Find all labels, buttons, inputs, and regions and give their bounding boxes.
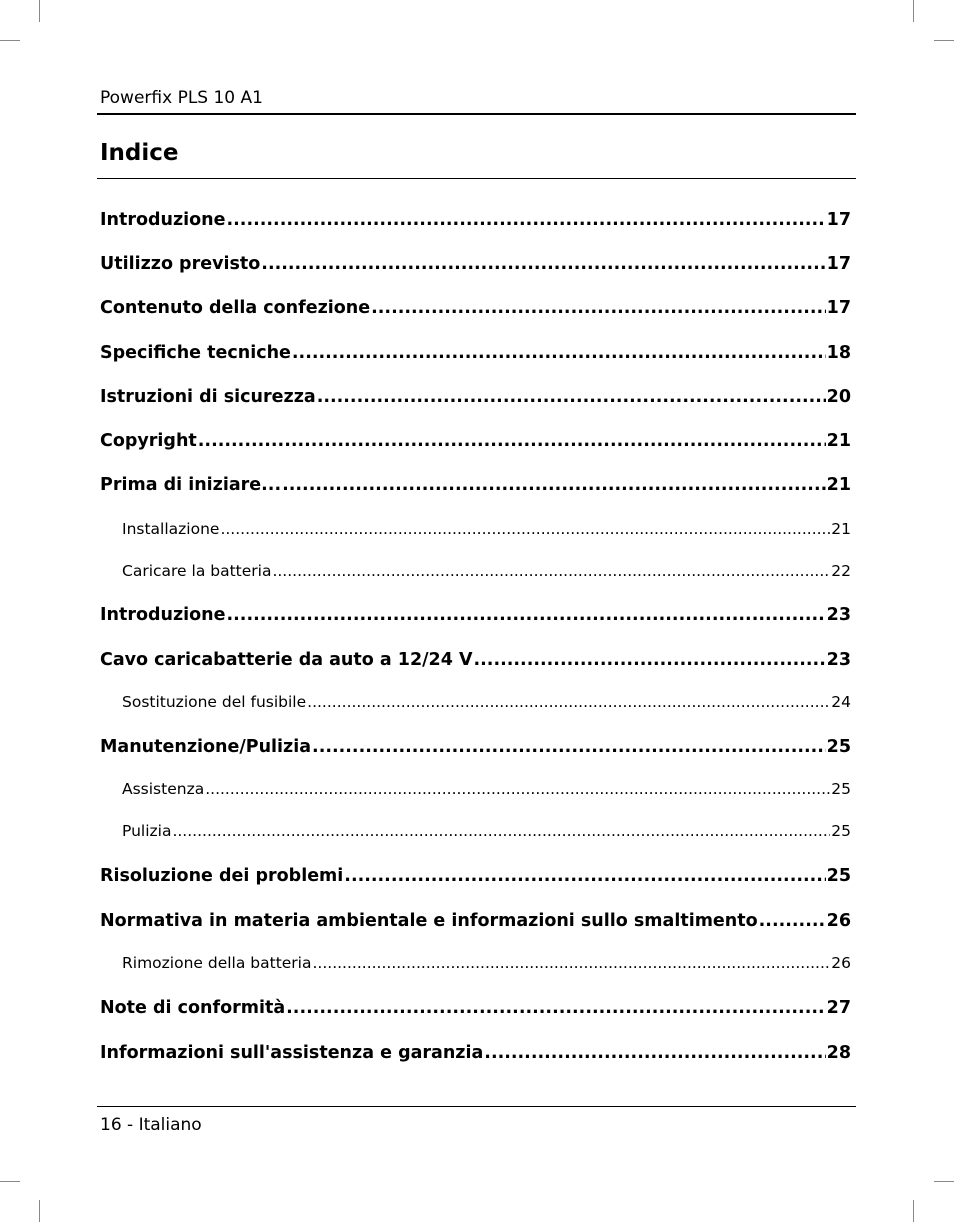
crop-mark: [39, 1200, 40, 1222]
toc-leader-dots: [344, 866, 825, 886]
toc-page-number: 17: [826, 210, 851, 230]
toc-subentry: [122, 780, 851, 798]
toc-entry-label: Caricare la batteria: [122, 562, 272, 580]
toc-entry: [100, 475, 851, 495]
title-rule: [97, 178, 856, 179]
toc-leader-dots: [220, 520, 830, 538]
toc-entry-label: Istruzioni di sicurezza: [100, 387, 316, 407]
toc-entry-label: Normativa in materia ambientale e informazioni sullo smaltimento: [100, 911, 758, 931]
toc-entry: [100, 387, 851, 407]
toc-subentry: [122, 822, 851, 840]
toc-page-number: 24: [831, 693, 851, 711]
toc-page-number: 23: [826, 650, 851, 670]
toc-entry-label: Note di conformità: [100, 998, 286, 1018]
toc-entry: [100, 737, 851, 757]
toc-entry-label: Pulizia: [122, 822, 172, 840]
toc-page-number: 21: [826, 475, 851, 495]
toc-entry-label: Installazione: [122, 520, 220, 538]
toc-page-number: 23: [826, 605, 851, 625]
toc-page-number: 25: [831, 822, 851, 840]
crop-mark: [934, 40, 954, 41]
toc-page-number: 26: [826, 911, 851, 931]
header-rule: [97, 113, 856, 115]
toc-entry: [100, 650, 851, 670]
toc-entry-label: Utilizzo previsto: [100, 254, 261, 274]
toc-entry: [100, 998, 851, 1018]
toc-leader-dots: [272, 562, 830, 580]
page-title: Indice: [100, 140, 179, 166]
toc-leader-dots: [313, 954, 831, 972]
toc-entry-label: Rimozione della batteria: [122, 954, 312, 972]
toc-subentry: [122, 520, 851, 538]
toc-entry: [100, 1043, 851, 1063]
toc-leader-dots: [292, 343, 826, 363]
toc-leader-dots: [317, 387, 826, 407]
toc-entry: [100, 605, 851, 625]
toc-page-number: 20: [826, 387, 851, 407]
toc-entry-label: Cavo caricabatterie da auto a 12/24 V: [100, 650, 473, 670]
toc-leader-dots: [307, 693, 830, 711]
toc-leader-dots: [261, 254, 825, 274]
toc-page-number: 21: [826, 431, 851, 451]
toc-page-number: 27: [826, 998, 851, 1018]
toc-entry-label: Assistenza: [122, 780, 205, 798]
toc-page-number: 25: [826, 866, 851, 886]
toc-leader-dots: [282, 475, 826, 495]
toc-entry: [100, 298, 851, 318]
toc-entry: [100, 210, 851, 230]
toc-leader-dots: [227, 210, 826, 230]
toc-leader-dots: [759, 911, 826, 931]
footer-rule: [97, 1106, 856, 1107]
running-header: Powerfix PLS 10 A1: [100, 88, 263, 108]
toc-entry: [100, 866, 851, 886]
crop-mark: [913, 1200, 914, 1222]
toc-leader-dots: [312, 737, 826, 757]
toc-entry-label: Specifiche tecniche: [100, 343, 291, 363]
toc-page-number: 21: [831, 520, 851, 538]
toc-entry-label: Contenuto della confezione: [100, 298, 371, 318]
toc-page-number: 25: [826, 737, 851, 757]
toc-page-number: 18: [826, 343, 851, 363]
toc-page-number: 17: [826, 254, 851, 274]
toc-leader-dots: [371, 298, 826, 318]
toc-leader-dots: [227, 605, 826, 625]
toc-page-number: 28: [826, 1043, 851, 1063]
toc-subentry: [122, 562, 851, 580]
toc-page-number: 26: [831, 954, 851, 972]
toc-entry-label: Introduzione: [100, 605, 226, 625]
toc-entry-label: Copyright: [100, 431, 197, 451]
toc-entry-label: Informazioni sull'assistenza e garanzia: [100, 1043, 484, 1063]
toc-leader-dots: [198, 431, 826, 451]
crop-mark: [0, 40, 20, 41]
toc-entry-label: Prima di iniziare...: [100, 475, 282, 495]
toc-page-number: 17: [826, 298, 851, 318]
toc-page-number: 22: [831, 562, 851, 580]
crop-mark: [934, 1181, 954, 1182]
toc-leader-dots: [474, 650, 826, 670]
toc-leader-dots: [172, 822, 830, 840]
toc-page-number: 25: [831, 780, 851, 798]
toc-entry-label: Introduzione: [100, 210, 226, 230]
toc-subentry: [122, 693, 851, 711]
toc-subentry: [122, 954, 851, 972]
toc-leader-dots: [205, 780, 830, 798]
toc-entry: [100, 343, 851, 363]
crop-mark: [39, 0, 40, 22]
toc-leader-dots: [286, 998, 825, 1018]
toc-entry-label: Sostituzione del fusibile: [122, 693, 307, 711]
crop-mark: [913, 0, 914, 22]
toc-entry: [100, 911, 851, 931]
toc-leader-dots: [484, 1043, 825, 1063]
toc-entry-label: Manutenzione/Pulizia: [100, 737, 312, 757]
toc-entry: [100, 254, 851, 274]
toc-entry: [100, 431, 851, 451]
crop-mark: [0, 1181, 20, 1182]
toc-entry-label: Risoluzione dei problemi: [100, 866, 344, 886]
page-footer: 16 - Italiano: [100, 1115, 202, 1135]
